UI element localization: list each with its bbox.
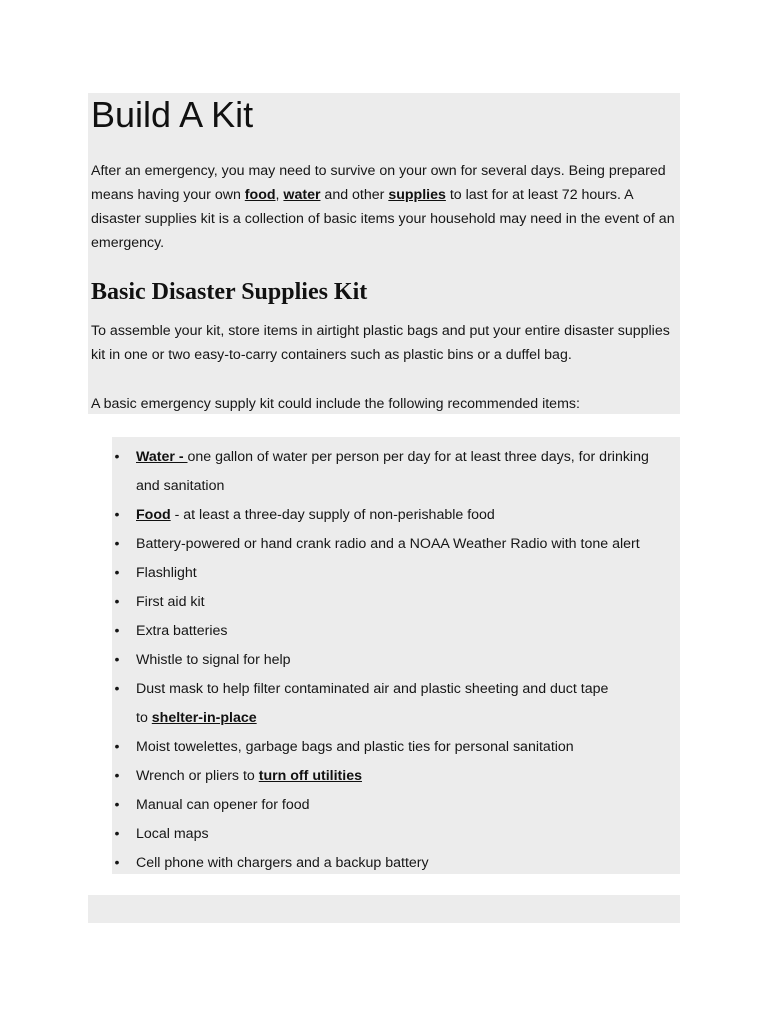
bullet-icon: • [114, 652, 120, 668]
food-link[interactable]: food [244, 187, 276, 203]
bullet-icon: • [114, 855, 120, 871]
section-heading: Basic Disaster Supplies Kit [91, 279, 368, 305]
whistle-item-text: Whistle to signal for help [136, 652, 291, 668]
list-item-water [112, 443, 680, 501]
list-item-food [112, 501, 680, 530]
list-item-can-opener [112, 791, 680, 820]
bullet-icon: • [114, 826, 120, 842]
list-item-batteries [112, 617, 680, 646]
shelter-in-place-link[interactable]: shelter-in-place [151, 710, 257, 726]
food-item-text: - at least a three-day supply of non-perishable food [170, 507, 495, 523]
supplies-link[interactable]: supplies [388, 187, 446, 203]
water-item-link[interactable]: Water - [136, 449, 188, 465]
turn-off-utilities-link[interactable]: turn off utilities [258, 768, 362, 784]
dust-mask-item-line2 [136, 704, 680, 733]
list-item-radio [112, 530, 680, 559]
towelettes-item-text: Moist towelettes, garbage bags and plastic ties for personal sanitation [136, 739, 574, 755]
list-item-cell-phone [112, 849, 680, 878]
batteries-item-text: Extra batteries [136, 623, 228, 639]
bullet-icon: • [114, 536, 120, 552]
cell-phone-item-text: Cell phone with chargers and a backup battery [136, 855, 429, 871]
bullet-icon: • [114, 594, 120, 610]
bullet-icon: • [114, 507, 120, 523]
intro-comma: , [275, 187, 284, 203]
can-opener-item-text: Manual can opener for food [136, 797, 310, 813]
dust-mask-item-text: Dust mask to help filter contaminated air and plastic sheeting and duct tape [136, 681, 609, 697]
intro-text-between: and other [320, 187, 389, 203]
intro-text-end: to last for at least 72 hours. A disaster supplies kit is a collection of basic items your household may need in the event of an emergency. [91, 187, 675, 251]
bullet-icon: • [114, 739, 120, 755]
bullet-icon: • [114, 565, 120, 581]
water-item-text: one gallon of water per person per day for at least three days, for drinking [187, 449, 649, 465]
supply-list [112, 443, 680, 878]
bullet-icon: • [114, 681, 120, 697]
list-item-wrench [112, 762, 680, 791]
wrench-item-text: Wrench or pliers to [136, 768, 259, 784]
include-paragraph: A basic emergency supply kit could include the following recommended items: [91, 396, 580, 412]
maps-item-text: Local maps [136, 826, 209, 842]
radio-item-text: Battery-powered or hand crank radio and a NOAA Weather Radio with tone alert [136, 536, 640, 552]
dust-mask-item-text-line2: to [136, 710, 152, 726]
list-item-maps [112, 820, 680, 849]
bullet-icon: • [114, 797, 120, 813]
page-title: Build A Kit [91, 94, 254, 135]
list-item-flashlight [112, 559, 680, 588]
first-aid-item-text: First aid kit [136, 594, 205, 610]
content-background-bottom [88, 895, 680, 923]
assemble-paragraph: To assemble your kit, store items in airtight plastic bags and put your entire disaster supplies kit in one or two easy-to-carry containers such as plastic bins or a duffel bag. [91, 323, 670, 363]
bullet-icon: • [114, 623, 120, 639]
bullet-icon: • [114, 768, 120, 784]
food-item-link[interactable]: Food [136, 507, 171, 523]
list-item-whistle [112, 646, 680, 675]
water-item-text-line2: and sanitation [136, 478, 225, 494]
intro-paragraph [91, 159, 681, 255]
bullet-icon: • [114, 449, 120, 465]
water-link[interactable]: water [283, 187, 321, 203]
list-item-dust-mask [112, 675, 680, 733]
intro-text-start: After an emergency, you may need to survive on your own for several days. Being prepared means having your own [91, 163, 666, 203]
flashlight-item-text: Flashlight [136, 565, 197, 581]
list-item-first-aid [112, 588, 680, 617]
list-item-towelettes [112, 733, 680, 762]
